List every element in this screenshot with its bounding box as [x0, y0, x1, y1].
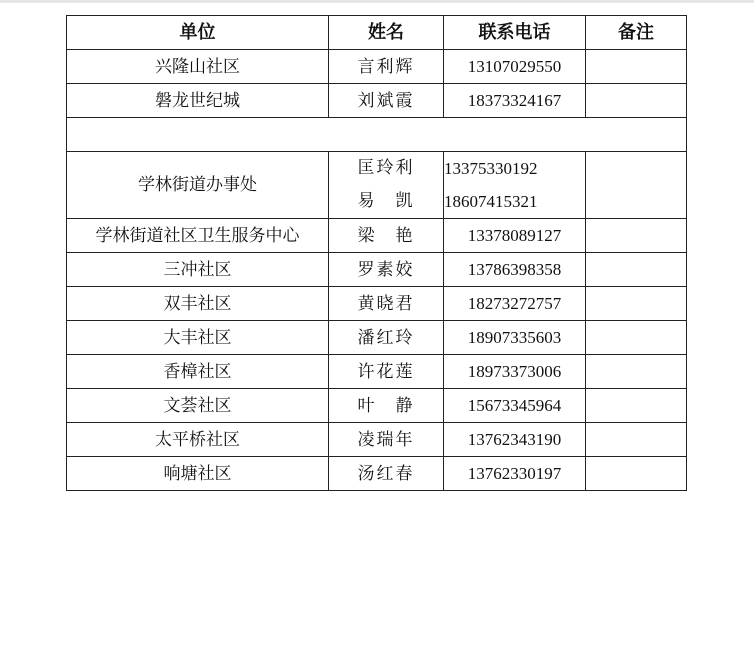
page-top-edge	[0, 0, 754, 3]
unit-cell: 磐龙世纪城	[67, 84, 329, 118]
phone-cell: 13107029550	[444, 50, 586, 84]
phone-cell: 13378089127	[444, 219, 586, 253]
phone-cell: 18973373006	[444, 355, 586, 389]
phone-cell-group	[444, 152, 586, 219]
note-cell	[586, 287, 687, 321]
name-cell: 许花莲	[329, 355, 444, 389]
table-row	[67, 287, 687, 321]
unit-cell: 三冲社区	[67, 253, 329, 287]
table-row	[67, 321, 687, 355]
table-row	[67, 423, 687, 457]
header-phone: 联系电话	[444, 16, 586, 50]
table-row	[67, 457, 687, 491]
header-note: 备注	[586, 16, 687, 50]
unit-cell: 太平桥社区	[67, 423, 329, 457]
unit-cell: 兴隆山社区	[67, 50, 329, 84]
table-row	[67, 253, 687, 287]
name-line: 易 凯	[357, 191, 415, 211]
name-cell-group	[329, 152, 444, 219]
header-name: 姓名	[329, 16, 444, 50]
unit-cell: 响塘社区	[67, 457, 329, 491]
name-cell: 凌瑞年	[329, 423, 444, 457]
name-cell: 黄晓君	[329, 287, 444, 321]
name-cell: 汤红春	[329, 457, 444, 491]
blank-separator-row	[67, 118, 687, 152]
phone-cell: 18373324167	[444, 84, 586, 118]
unit-cell: 文荟社区	[67, 389, 329, 423]
name-line: 匡玲利	[357, 158, 415, 178]
note-cell	[586, 84, 687, 118]
unit-cell: 学林街道办事处	[67, 152, 329, 219]
note-cell	[586, 355, 687, 389]
phone-line: 18607415321	[444, 192, 538, 211]
unit-cell: 双丰社区	[67, 287, 329, 321]
phone-cell: 13762330197	[444, 457, 586, 491]
name-cell: 叶 静	[329, 389, 444, 423]
name-cell: 刘斌霞	[329, 84, 444, 118]
phone-cell: 13762343190	[444, 423, 586, 457]
note-cell	[586, 321, 687, 355]
note-cell	[586, 389, 687, 423]
table-header-row	[67, 16, 687, 50]
note-cell	[586, 50, 687, 84]
header-unit: 单位	[67, 16, 329, 50]
table-row	[67, 84, 687, 118]
name-cell: 潘红玲	[329, 321, 444, 355]
contact-table	[66, 15, 687, 491]
table-row	[67, 219, 687, 253]
note-cell	[586, 152, 687, 219]
name-cell: 罗素姣	[329, 253, 444, 287]
table-row	[67, 355, 687, 389]
name-cell: 梁 艳	[329, 219, 444, 253]
phone-cell: 18907335603	[444, 321, 586, 355]
blank-separator-cell	[67, 118, 687, 152]
phone-cell: 18273272757	[444, 287, 586, 321]
phone-cell: 13786398358	[444, 253, 586, 287]
table-row	[67, 50, 687, 84]
note-cell	[586, 219, 687, 253]
note-cell	[586, 457, 687, 491]
name-cell: 言利辉	[329, 50, 444, 84]
unit-cell: 香樟社区	[67, 355, 329, 389]
phone-line: 13375330192	[444, 159, 538, 178]
table-row	[67, 389, 687, 423]
phone-cell: 15673345964	[444, 389, 586, 423]
note-cell	[586, 423, 687, 457]
unit-cell: 大丰社区	[67, 321, 329, 355]
unit-cell: 学林街道社区卫生服务中心	[67, 219, 329, 253]
note-cell	[586, 253, 687, 287]
table-row-group	[67, 152, 687, 219]
